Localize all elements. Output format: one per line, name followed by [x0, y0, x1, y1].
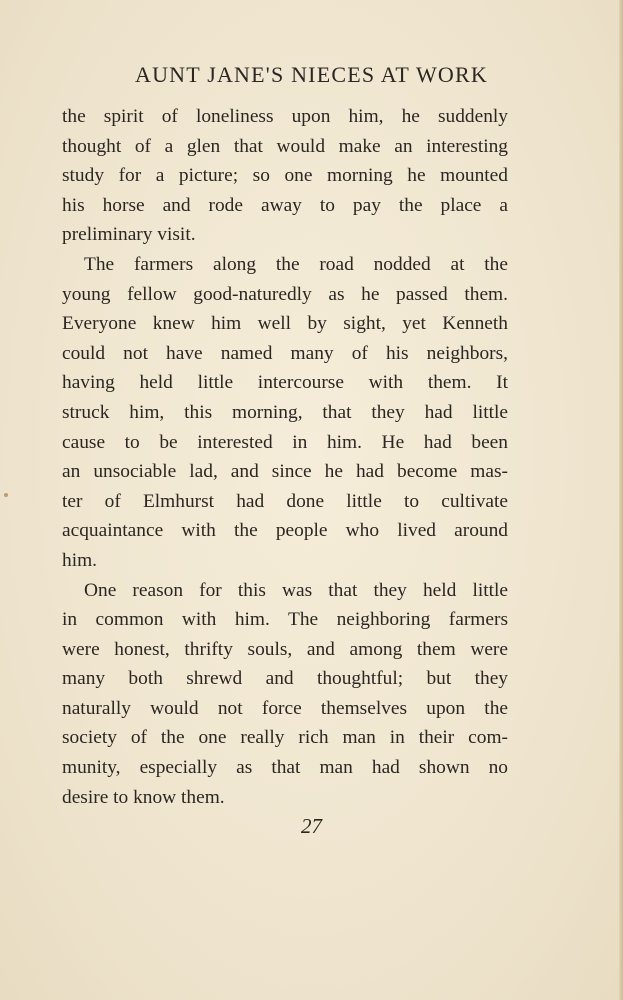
text-line: an unsociable lad, and since he had become mas- [62, 461, 508, 483]
text-line: One reason for this was that they held little [84, 579, 508, 601]
text-line: The farmers along the road nodded at the [84, 253, 508, 275]
body-text [62, 102, 508, 812]
text-line: study for a picture; so one morning he mounted [62, 165, 508, 187]
running-head: AUNT JANE'S NIECES AT WORK [135, 62, 488, 87]
text-line: young fellow good-naturedly as he passed them. [62, 283, 508, 305]
text-line: acquaintance with the people who lived around [62, 520, 508, 542]
text-line: struck him, this morning, that they had little [62, 401, 508, 423]
text-line: were honest, thrifty souls, and among them were [62, 638, 508, 660]
text-line: cause to be interested in him. He had been [62, 431, 508, 453]
text-line: having held little intercourse with them. It [62, 372, 508, 394]
text-line: in common with him. The neighboring farmers [62, 609, 508, 631]
text-line: preliminary visit. [62, 224, 196, 246]
text-line: his horse and rode away to pay the place a [62, 194, 508, 216]
text-line: society of the one really rich man in their com- [62, 727, 508, 749]
paper-speck [4, 493, 8, 497]
text-line: ter of Elmhurst had done little to cultivate [62, 490, 508, 512]
page-number: 27 [301, 814, 322, 838]
text-line: many both shrewd and thoughtful; but they [62, 668, 508, 690]
page-edge [619, 0, 623, 1000]
text-line: desire to know them. [62, 786, 225, 808]
paragraph-2 [62, 250, 508, 576]
text-line: munity, especially as that man had shown no [62, 757, 508, 779]
text-line: the spirit of loneliness upon him, he suddenly [62, 106, 508, 127]
text-line: him. [62, 549, 98, 571]
text-line: Everyone knew him well by sight, yet Kenneth [62, 313, 508, 335]
text-line: naturally would not force themselves upon the [62, 697, 508, 719]
paragraph-3 [62, 576, 508, 813]
text-line: could not have named many of his neighbors, [62, 342, 508, 364]
paragraph-1 [62, 102, 508, 250]
text-line: thought of a glen that would make an interesting [62, 135, 508, 157]
